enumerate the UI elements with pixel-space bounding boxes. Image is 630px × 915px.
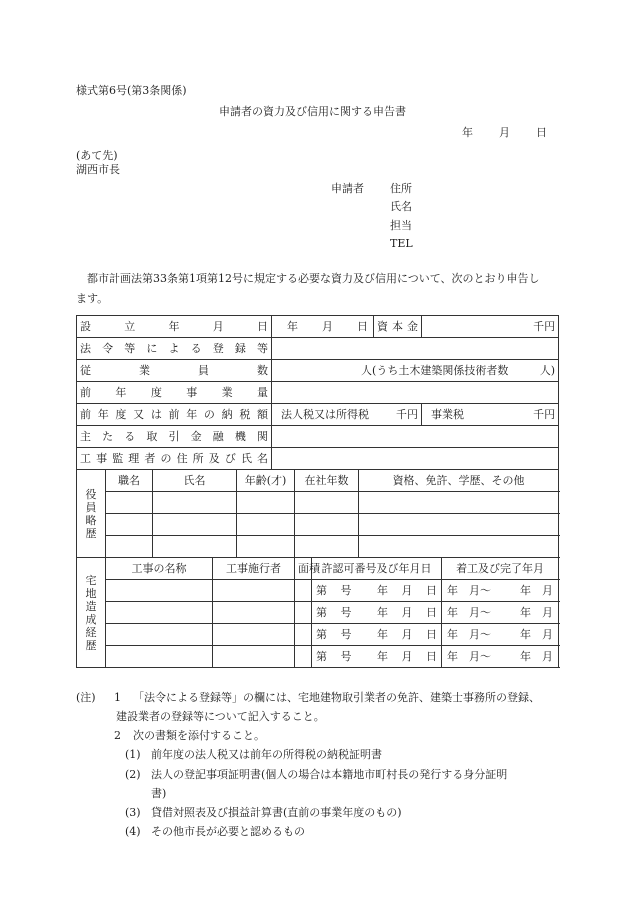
row-bank: [77, 426, 559, 448]
volume-value[interactable]: [272, 382, 559, 404]
note-1-text: 「法令による登録等」の欄には、宅地建物取引業者の免許、建築士事務所の登録、: [133, 691, 540, 704]
sub-note-1-text: 前年度の法人税又は前年の所得税の納税証明書: [151, 748, 382, 761]
officers-col-age: 年齢(才): [237, 470, 295, 492]
row-supervisor: [77, 448, 559, 470]
sub-note-4-number: (4): [125, 825, 141, 838]
employees-label: 従業員数: [77, 360, 272, 382]
corp-tax-unit: 千円: [396, 408, 419, 421]
row-tax: [77, 404, 559, 426]
history-row: [77, 602, 559, 624]
period-cell[interactable]: 年 月〜 年 月: [442, 580, 559, 602]
permit-cell[interactable]: 第 号 年 月 日: [312, 624, 442, 646]
tax-label: 前年度又は前年の納税額: [77, 404, 272, 426]
applicant-tel: TEL: [390, 237, 413, 250]
note-2-text: 次の書類を添付すること。: [133, 729, 265, 742]
established-year: 年: [287, 320, 299, 333]
sub-note-4-text: その他市長が必要と認めるもの: [151, 825, 305, 838]
employees-unit: 人): [539, 364, 556, 377]
officers-header-row: [77, 470, 559, 492]
row-volume: [77, 382, 559, 404]
applicant-name: 氏名: [390, 200, 412, 213]
note-1-number: 1: [114, 691, 121, 704]
established-month: 月: [322, 320, 334, 333]
employees-text: 人(うち土木建築関係技術者数: [361, 364, 509, 377]
supervisor-value[interactable]: [272, 448, 559, 470]
registration-label: 法令等による登録等: [77, 338, 272, 360]
history-col-project: 工事の名称: [106, 558, 213, 580]
officers-row: [77, 514, 559, 536]
applicant-label: 申請者: [331, 182, 364, 195]
sub-note-1-number: (1): [125, 748, 141, 761]
corp-tax-cell[interactable]: [272, 404, 422, 426]
supervisor-label: 工事監理者の住所及び氏名: [77, 448, 272, 470]
note-1-text-cont: 建設業者の登録等について記入すること。: [116, 710, 325, 723]
history-col-area: 面積: [295, 558, 312, 580]
officers-col-years: 在社年数: [295, 470, 359, 492]
established-label: 設立年月日: [77, 316, 272, 338]
business-tax-unit: 千円: [533, 408, 556, 421]
history-col-contractor: 工事施行者: [213, 558, 295, 580]
intro-text: 都市計画法第33条第1項第12号に規定する必要な資力及び信用について、次のとおり申告します。: [76, 272, 540, 305]
form-number: 様式第6号(第3条関係): [76, 84, 187, 97]
history-row: [77, 624, 559, 646]
permit-cell[interactable]: 第 号 年 月 日: [312, 646, 442, 668]
document-title: 申請者の資力及び信用に関する申告書: [219, 105, 406, 118]
addressee-prefix: (あて先): [76, 149, 118, 162]
row-employees: [77, 360, 559, 382]
row-registration: [77, 338, 559, 360]
history-row: [77, 646, 559, 668]
capital-value[interactable]: [422, 316, 559, 338]
history-header-row: [77, 558, 559, 580]
declaration-table: [76, 315, 559, 668]
applicant-contact: 担当: [390, 219, 412, 232]
note-2-number: 2: [114, 729, 121, 742]
history-col-permit: 許認可番号及び年月日: [312, 558, 442, 580]
established-day: 日: [357, 320, 369, 333]
permit-cell[interactable]: 第 号 年 月 日: [312, 602, 442, 624]
established-value[interactable]: [272, 316, 374, 338]
capital-unit: 千円: [533, 320, 556, 333]
notes-label: (注): [76, 691, 96, 704]
history-side-label: 宅 地 造 成 経 歴: [77, 558, 106, 668]
officers-col-qualifications: 資格、免許、学歴、その他: [359, 470, 559, 492]
officers-col-title: 職名: [106, 470, 153, 492]
row-established: [77, 316, 559, 338]
officers-col-name: 氏名: [153, 470, 237, 492]
registration-value[interactable]: [272, 338, 559, 360]
bank-value[interactable]: [272, 426, 559, 448]
applicant-address: 住所: [390, 182, 412, 195]
officers-row: [77, 536, 559, 558]
business-tax-cell[interactable]: [422, 404, 559, 426]
period-cell[interactable]: 年 月〜 年 月: [442, 646, 559, 668]
volume-label: 前年度事業量: [77, 382, 272, 404]
sub-note-3-number: (3): [125, 806, 141, 819]
employees-value[interactable]: [272, 360, 559, 382]
sub-note-3-text: 貸借対照表及び損益計算書(直前の事業年度のもの): [151, 806, 402, 819]
sub-note-2-number: (2): [125, 768, 141, 781]
officers-side-label: 役 員 略 歴: [77, 470, 106, 558]
bank-label: 主たる取引金融機関: [77, 426, 272, 448]
history-row: [77, 580, 559, 602]
date-year: 年: [462, 126, 473, 139]
capital-label: 資本金: [374, 316, 422, 338]
period-cell[interactable]: 年 月〜 年 月: [442, 624, 559, 646]
sub-note-2-text-cont: 書): [151, 787, 167, 800]
officers-row: [77, 492, 559, 514]
business-tax-label: 事業税: [431, 408, 465, 421]
addressee: 湖西市長: [76, 163, 120, 176]
permit-cell[interactable]: 第 号 年 月 日: [312, 580, 442, 602]
date-month: 月: [499, 126, 510, 139]
history-col-period: 着工及び完了年月: [442, 558, 559, 580]
sub-note-2-text: 法人の登記事項証明書(個人の場合は本籍地市町村長の発行する身分証明: [151, 768, 508, 781]
period-cell[interactable]: 年 月〜 年 月: [442, 602, 559, 624]
corp-tax-label: 法人税又は所得税: [281, 408, 370, 421]
date-day: 日: [536, 126, 547, 139]
